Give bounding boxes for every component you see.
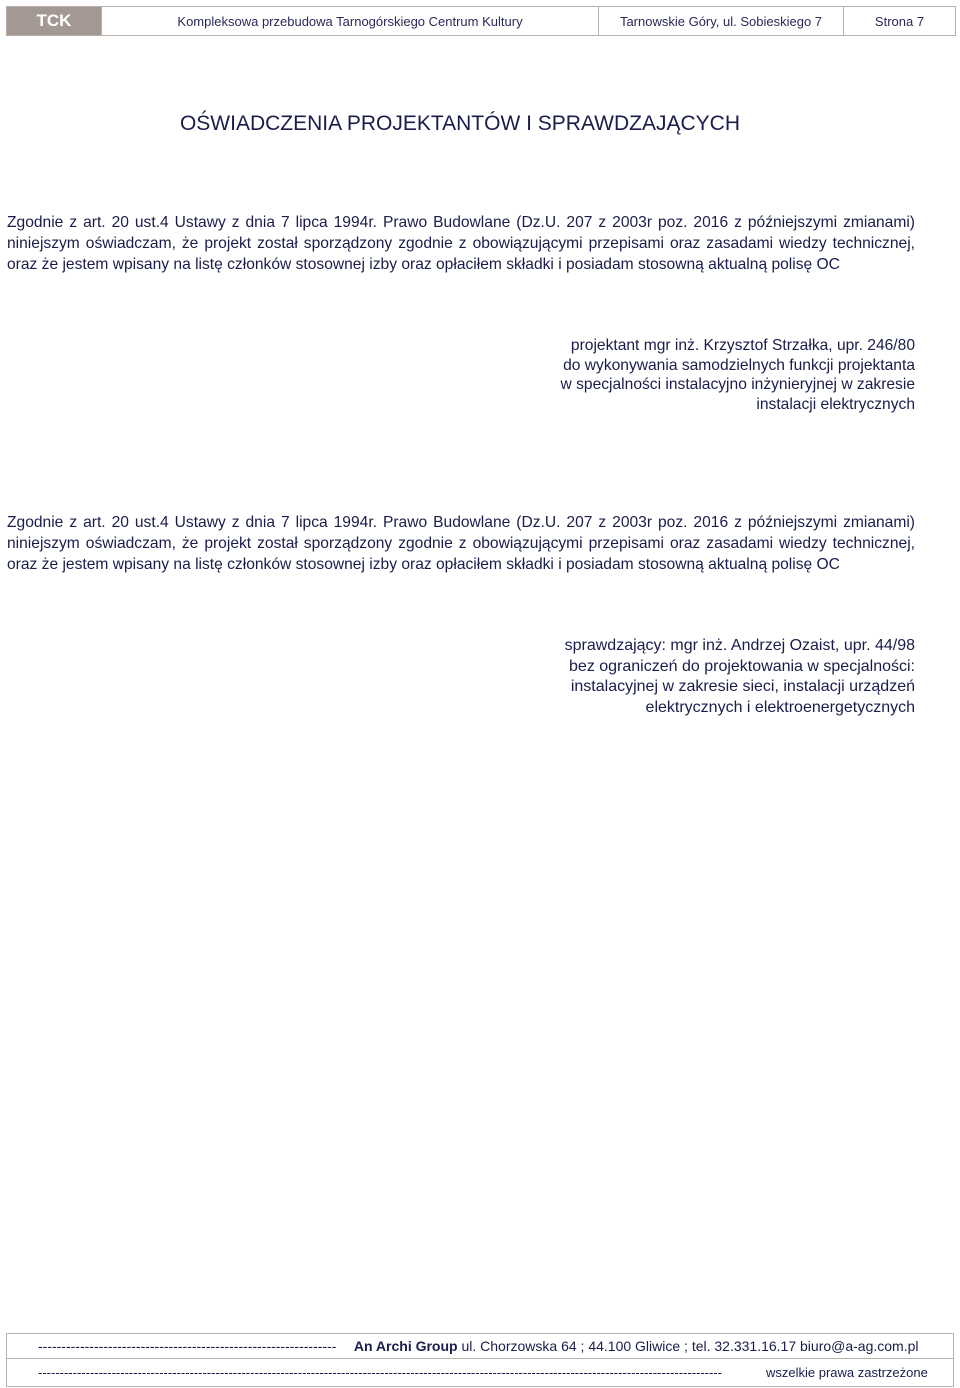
designer-line-1: projektant mgr inż. Krzysztof Strzałka, upr. 246/80 [570,337,915,354]
footer-rights-line [38,1365,954,1380]
checker-line-4: elektrycznych i elektroenergetycznych [645,698,915,716]
company-contact: ul. Chorzowska 64 ; 44.100 Gliwice ; tel. 32.331.16.17 biuro@a-ag.com.pl [457,1338,919,1354]
header-address: Tarnowskie Góry, ul. Sobieskiego 7 [598,7,843,35]
designer-line-3: w specjalności instalacyjno inżynieryjnej w zakresie [560,376,915,393]
footer-border-left [6,1333,7,1386]
header-page-number: Strona 7 [843,7,955,35]
designer-line-4: instalacji elektrycznych [756,395,915,413]
company-name: An Archi Group [353,1338,458,1354]
footer-rule-bottom [6,1386,954,1387]
page-title: OŚWIADCZENIA PROJEKTANTÓW I SPRAWDZAJĄCYCH [179,112,741,135]
footer-company-line [38,1338,954,1354]
rights-reserved: wszelkie prawa zastrzeżone [766,1365,928,1380]
page-header [6,6,956,36]
checker-line-1: sprawdzający: mgr inż. Andrzej Ozaist, upr. 44/98 [564,637,915,654]
tck-logo: TCK [7,7,101,35]
footer-dashes-2: -------------------------------------------------------------------------------------------------------------------------------------------------------------- [38,1365,722,1380]
statement-checker: Zgodnie z art. 20 ust.4 Ustawy z dnia 7 lipca 1994r. Prawo Budowlane (Dz.U. 207 z 2003r poz. 2016 z późniejszymi zmianami) niniejszym oświadczam, że projekt został sporządzony zgodnie z obowiązującymi przepisami oraz zasadami wiedzy technicznej, oraz że jestem wpisany na listę członków stosownej izby oraz opłaciłem składki i posiadam stosowną aktualną polisę OC [7,514,915,573]
checker-line-2: bez ograniczeń do projektowania w specjalności: [569,657,915,675]
footer-rule-middle [6,1358,954,1359]
footer-dashes-1: ---------------------------------------------------------------- [38,1338,337,1354]
statement-designer: Zgodnie z art. 20 ust.4 Ustawy z dnia 7 lipca 1994r. Prawo Budowlane (Dz.U. 207 z 2003r poz. 2016 z późniejszymi zmianami) niniejszym oświadczam, że projekt został sporządzony zgodnie z obowiązującymi przepisami oraz zasadami wiedzy technicznej, oraz że jestem wpisany na listę członków stosownej izby oraz opłaciłem składki i posiadam stosowną aktualną polisę OC [7,214,915,273]
designer-signature-block [561,336,915,414]
designer-line-2: do wykonywania samodzielnych funkcji projektanta [563,356,915,374]
footer-rule-top [6,1333,954,1334]
checker-signature-block [565,636,915,718]
checker-line-3: instalacyjnej w zakresie sieci, instalacji urządzeń [570,678,915,695]
header-project: Kompleksowa przebudowa Tarnogórskiego Centrum Kultury [101,7,598,35]
